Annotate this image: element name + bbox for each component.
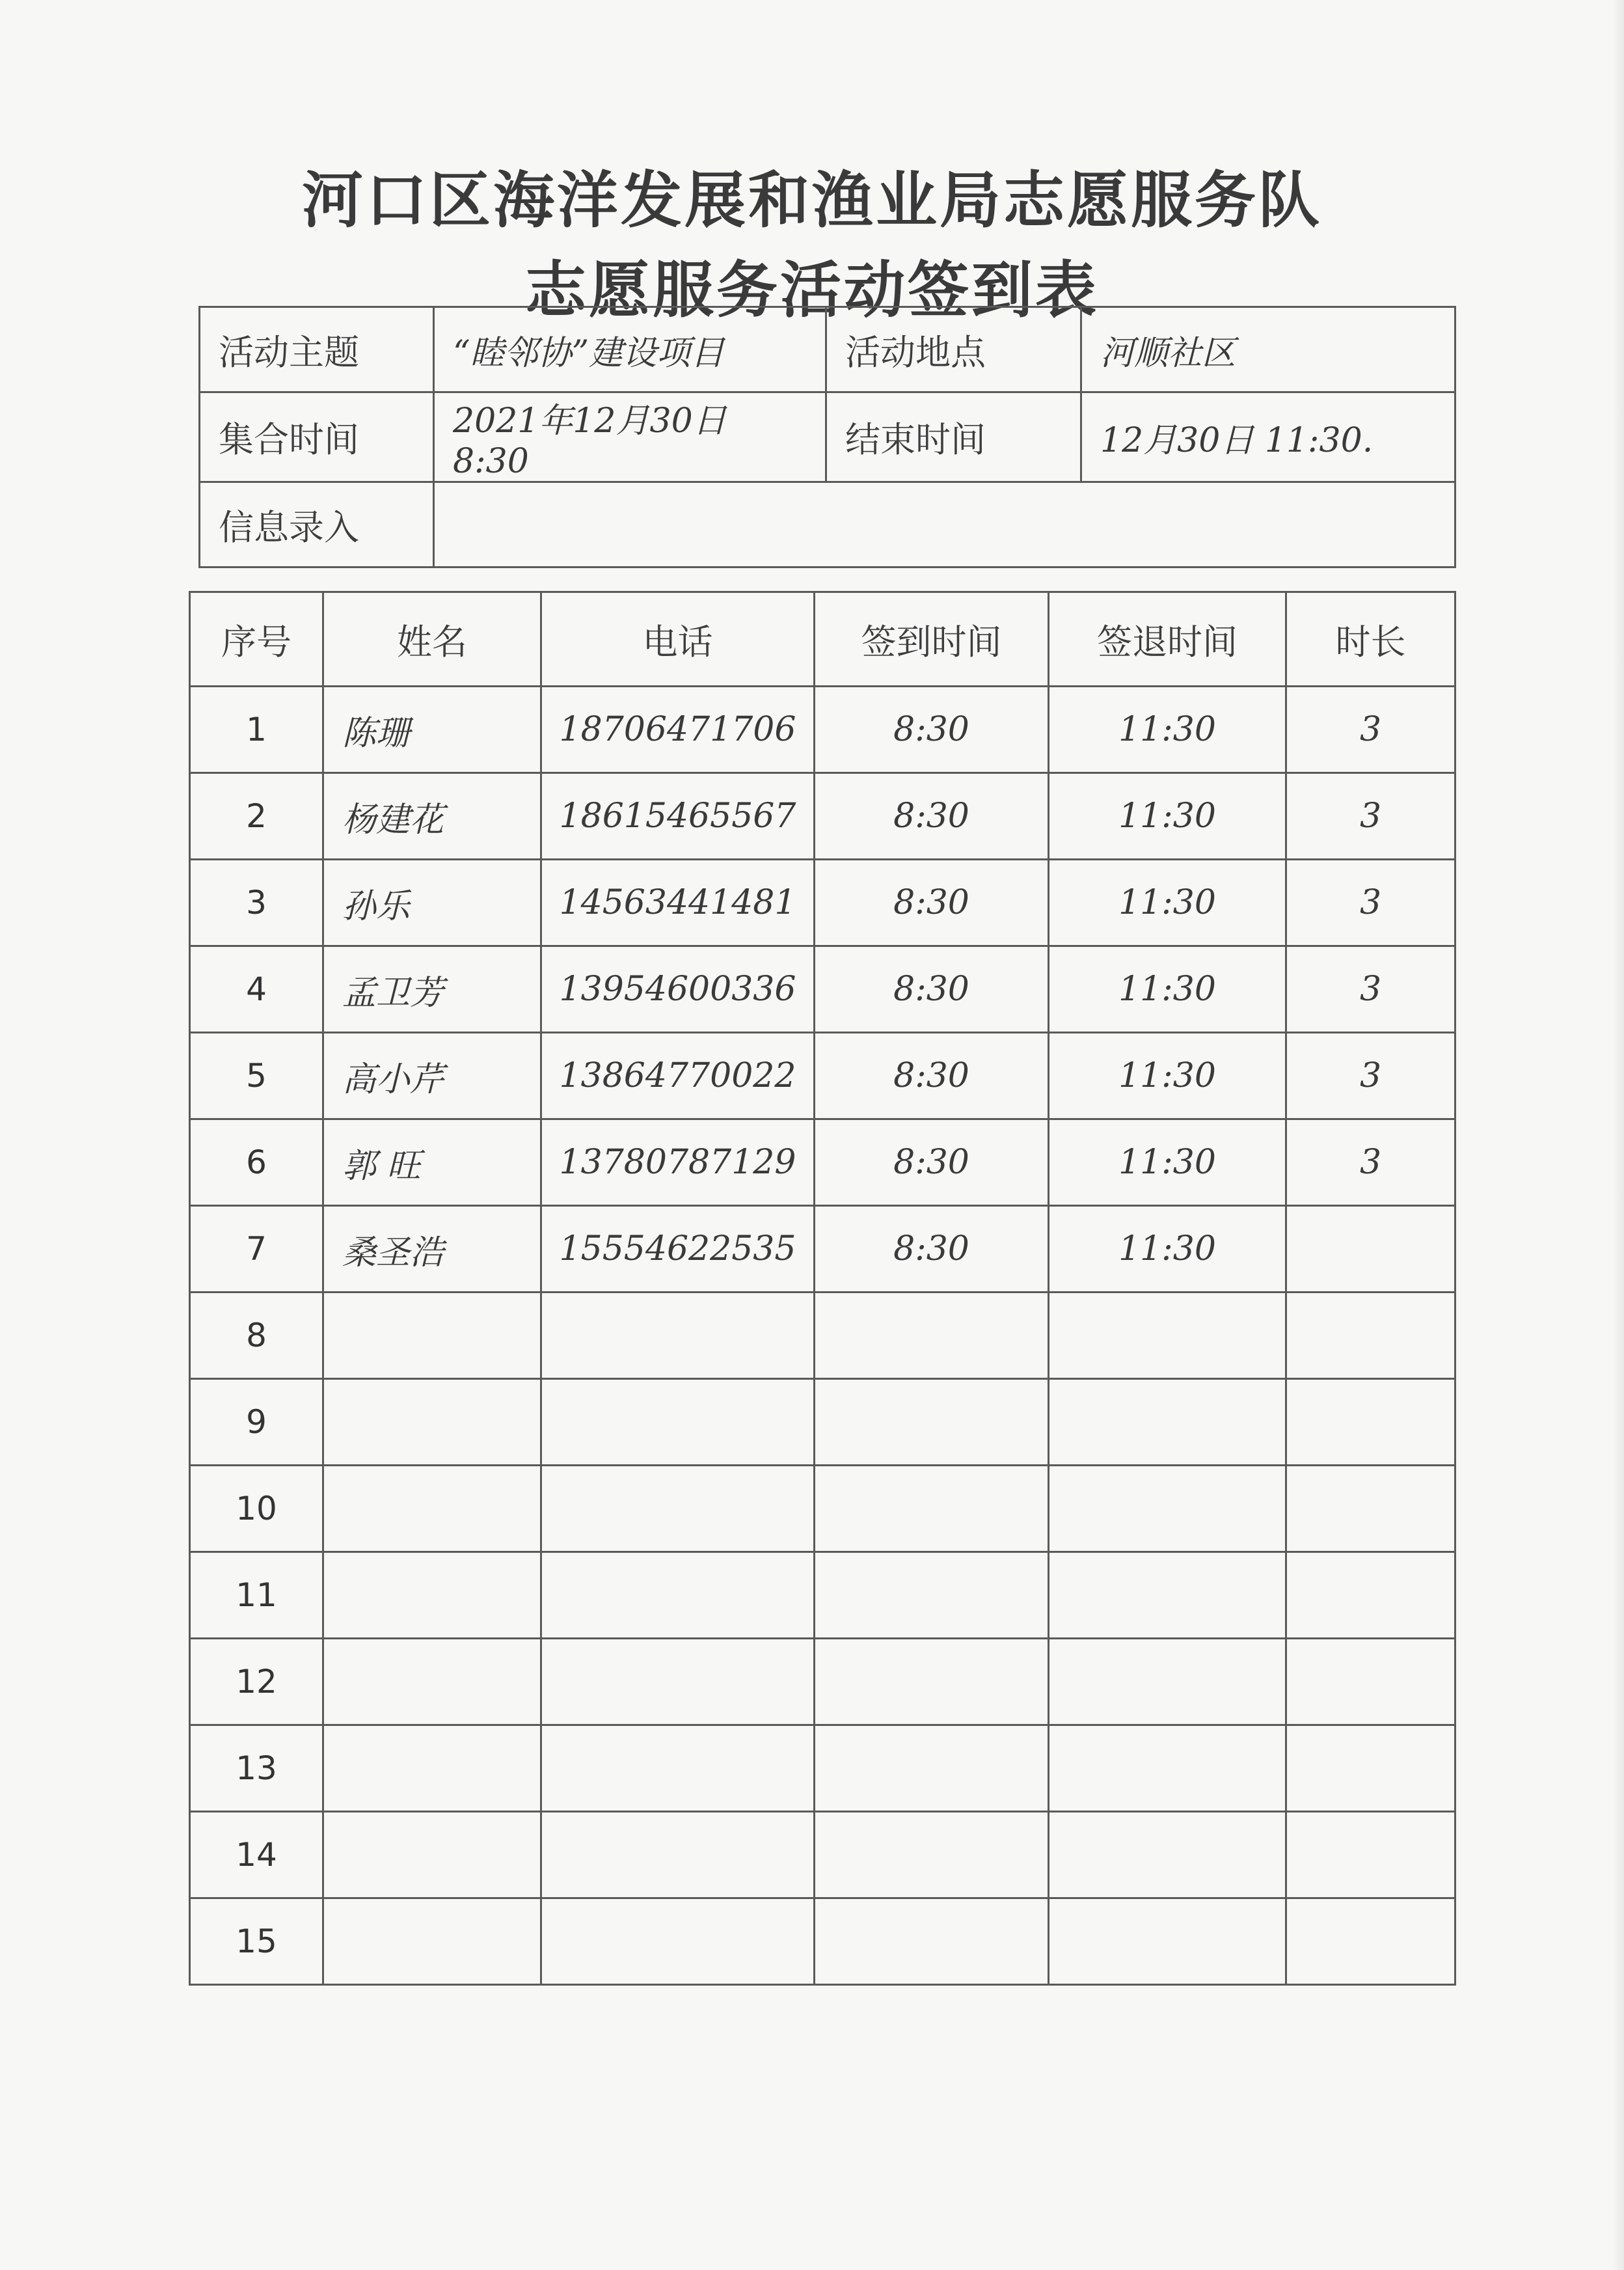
info-row-theme	[200, 307, 1455, 392]
service-hours	[1286, 1639, 1455, 1725]
row-number: 7	[190, 1206, 323, 1292]
signin-time: 8:30	[815, 1206, 1049, 1292]
volunteer-phone: 13780787129	[541, 1119, 815, 1206]
service-hours	[1286, 1812, 1455, 1898]
theme-value: “睦邻协”建设项目	[434, 307, 826, 392]
service-hours	[1286, 1725, 1455, 1812]
volunteer-name: 孟卫芳	[323, 946, 541, 1033]
signout-time	[1049, 1725, 1286, 1812]
signout-time	[1049, 1379, 1286, 1466]
signout-time: 11:30	[1049, 1119, 1286, 1206]
row-number: 15	[190, 1898, 323, 1985]
volunteer-name: 郭 旺	[323, 1119, 541, 1206]
service-hours: 3	[1286, 946, 1455, 1033]
row-number: 11	[190, 1552, 323, 1639]
signin-time	[815, 1725, 1049, 1812]
volunteer-phone: 14563441481	[541, 860, 815, 946]
col-header-phone: 电话	[541, 592, 815, 687]
table-row	[190, 1812, 1455, 1898]
volunteer-phone	[541, 1466, 815, 1552]
table-row	[190, 1033, 1455, 1119]
signin-table	[189, 591, 1456, 1986]
place-value: 河顺社区	[1081, 307, 1455, 392]
row-number: 3	[190, 860, 323, 946]
volunteer-phone	[541, 1725, 815, 1812]
volunteer-name: 孙乐	[323, 860, 541, 946]
activity-info-table	[198, 306, 1456, 568]
signin-time: 8:30	[815, 946, 1049, 1033]
volunteer-name	[323, 1725, 541, 1812]
col-header-name: 姓名	[323, 592, 541, 687]
row-number: 10	[190, 1466, 323, 1552]
col-header-no: 序号	[190, 592, 323, 687]
service-hours	[1286, 1552, 1455, 1639]
row-number: 4	[190, 946, 323, 1033]
signin-rows	[190, 687, 1455, 1985]
signin-time	[815, 1898, 1049, 1985]
signout-time	[1049, 1552, 1286, 1639]
signin-time: 8:30	[815, 773, 1049, 860]
volunteer-phone: 18615465567	[541, 773, 815, 860]
row-number: 8	[190, 1292, 323, 1379]
table-row	[190, 687, 1455, 773]
service-hours: 3	[1286, 1119, 1455, 1206]
table-row	[190, 1725, 1455, 1812]
start-time-value: 2021年12月30日 8:30	[434, 392, 826, 482]
volunteer-phone: 15554622535	[541, 1206, 815, 1292]
table-row	[190, 946, 1455, 1033]
entry-value	[434, 482, 1455, 568]
info-row-time	[200, 392, 1455, 482]
volunteer-phone: 18706471706	[541, 687, 815, 773]
volunteer-phone	[541, 1898, 815, 1985]
service-hours	[1286, 1466, 1455, 1552]
signout-time	[1049, 1639, 1286, 1725]
signin-time	[815, 1466, 1049, 1552]
info-row-entry	[200, 482, 1455, 568]
col-header-signin: 签到时间	[815, 592, 1049, 687]
table-row	[190, 1552, 1455, 1639]
signout-time: 11:30	[1049, 1033, 1286, 1119]
table-row	[190, 1639, 1455, 1725]
volunteer-name	[323, 1812, 541, 1898]
volunteer-name	[323, 1466, 541, 1552]
end-time-value: 12月30日 11:30.	[1081, 392, 1455, 482]
volunteer-phone	[541, 1639, 815, 1725]
signin-time	[815, 1292, 1049, 1379]
volunteer-name	[323, 1898, 541, 1985]
row-number: 2	[190, 773, 323, 860]
signout-time	[1049, 1812, 1286, 1898]
volunteer-name	[323, 1379, 541, 1466]
row-number: 9	[190, 1379, 323, 1466]
volunteer-phone	[541, 1812, 815, 1898]
row-number: 12	[190, 1639, 323, 1725]
signin-time: 8:30	[815, 1033, 1049, 1119]
row-number: 6	[190, 1119, 323, 1206]
signout-time: 11:30	[1049, 687, 1286, 773]
service-hours: 3	[1286, 860, 1455, 946]
volunteer-phone	[541, 1552, 815, 1639]
service-hours: 3	[1286, 687, 1455, 773]
signout-time	[1049, 1466, 1286, 1552]
row-number: 14	[190, 1812, 323, 1898]
signin-time	[815, 1552, 1049, 1639]
volunteer-name: 陈珊	[323, 687, 541, 773]
signin-time	[815, 1812, 1049, 1898]
signin-time: 8:30	[815, 1119, 1049, 1206]
volunteer-phone	[541, 1292, 815, 1379]
table-row	[190, 860, 1455, 946]
volunteer-name: 杨建花	[323, 773, 541, 860]
signout-time: 11:30	[1049, 860, 1286, 946]
table-row	[190, 1466, 1455, 1552]
volunteer-name	[323, 1639, 541, 1725]
volunteer-phone	[541, 1379, 815, 1466]
signin-time: 8:30	[815, 860, 1049, 946]
signin-time	[815, 1639, 1049, 1725]
signout-time	[1049, 1898, 1286, 1985]
table-row	[190, 773, 1455, 860]
signin-time	[815, 1379, 1049, 1466]
volunteer-name: 桑圣浩	[323, 1206, 541, 1292]
row-number: 1	[190, 687, 323, 773]
signout-time: 11:30	[1049, 946, 1286, 1033]
form-subtitle: 志愿服务活动签到表	[524, 255, 1099, 326]
service-hours	[1286, 1379, 1455, 1466]
table-row	[190, 1119, 1455, 1206]
volunteer-phone: 13954600336	[541, 946, 815, 1033]
table-row	[190, 1292, 1455, 1379]
service-hours	[1286, 1206, 1455, 1292]
place-label: 活动地点	[826, 307, 1081, 392]
service-hours: 3	[1286, 1033, 1455, 1119]
signout-time	[1049, 1292, 1286, 1379]
service-hours: 3	[1286, 773, 1455, 860]
row-number: 5	[190, 1033, 323, 1119]
service-hours	[1286, 1898, 1455, 1985]
table-row	[190, 1206, 1455, 1292]
volunteer-phone: 13864770022	[541, 1033, 815, 1119]
signout-time: 11:30	[1049, 1206, 1286, 1292]
volunteer-name	[323, 1552, 541, 1639]
signin-header-row	[190, 592, 1455, 687]
col-header-signout: 签退时间	[1049, 592, 1286, 687]
table-row	[190, 1379, 1455, 1466]
entry-label: 信息录入	[200, 482, 434, 568]
volunteer-name: 高小芹	[323, 1033, 541, 1119]
row-number: 13	[190, 1725, 323, 1812]
signout-time: 11:30	[1049, 773, 1286, 860]
form-title: 河口区海洋发展和渔业局志愿服务队	[301, 165, 1322, 236]
end-time-label: 结束时间	[826, 392, 1081, 482]
service-hours	[1286, 1292, 1455, 1379]
col-header-hours: 时长	[1286, 592, 1455, 687]
table-row	[190, 1898, 1455, 1985]
signin-time: 8:30	[815, 687, 1049, 773]
start-time-label: 集合时间	[200, 392, 434, 482]
theme-label: 活动主题	[200, 307, 434, 392]
volunteer-name	[323, 1292, 541, 1379]
